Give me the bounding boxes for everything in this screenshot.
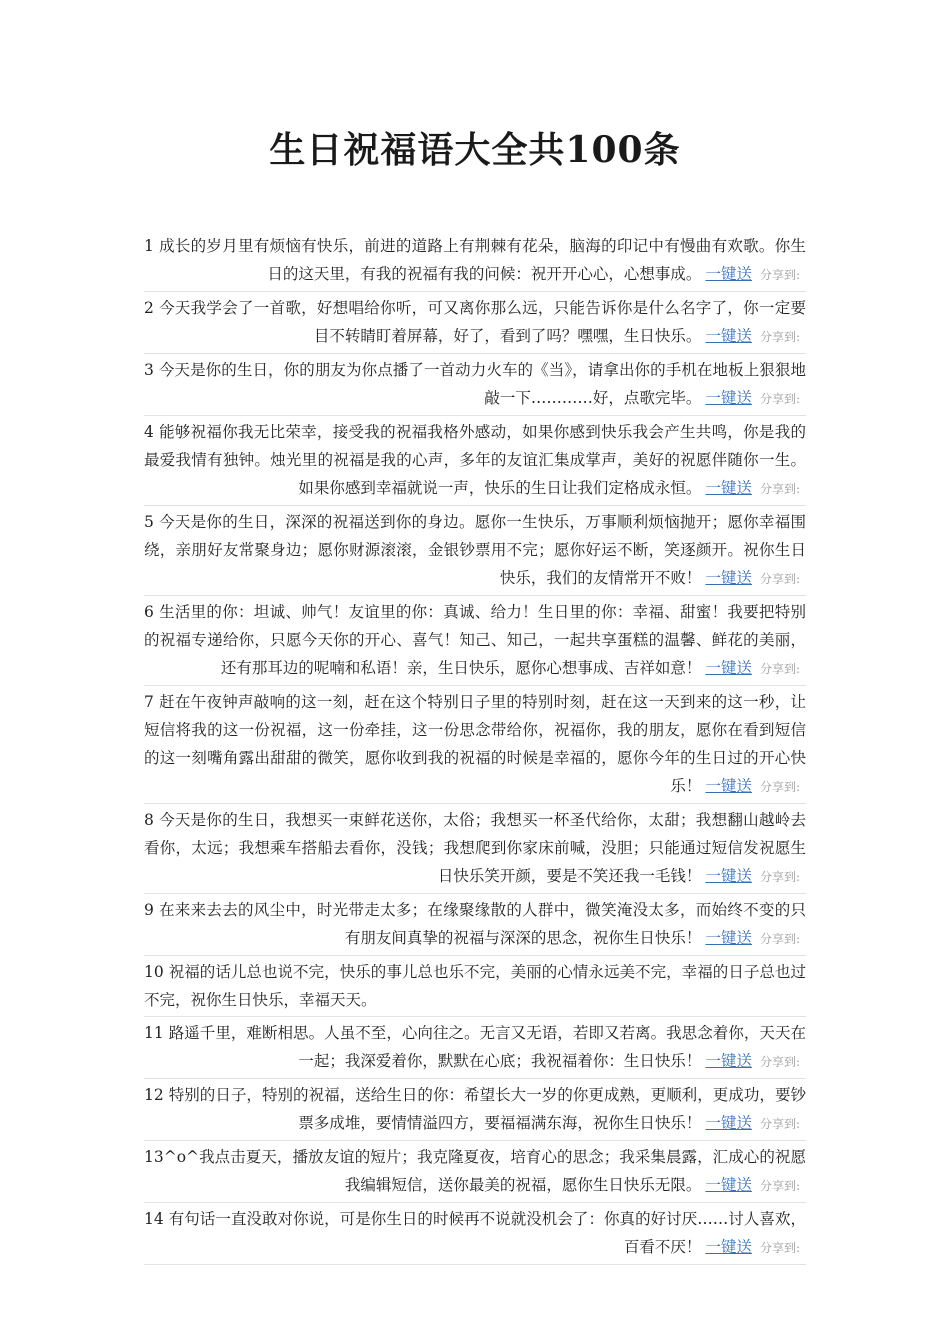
one-click-send-link[interactable]: 一键送 [705,659,752,677]
blessing-text: 7 赶在午夜钟声敲响的这一刻，赶在这个特别日子里的特别时刻，赶在这一天到来的这一秒，让短信将我的这一份祝福，这一份牵挂，这一份思念带给你，祝福你，我的朋友，愿你在看到短信的这一刻嘴角露出甜甜的微笑，愿你收到我的祝福的时候是幸福的，愿你今年的生日过的开心快乐！ [144,693,806,795]
blessing-text: 12 特别的日子，特别的祝福，送给生日的你：希望长大一岁的你更成熟，更顺利，更成功，要钞票多成堆，要情情溢四方，要福福满东海，祝你生日快乐！ [144,1086,806,1132]
blessing-text: 9 在来来去去的风尘中，时光带走太多；在缘聚缘散的人群中，微笑淹没太多，而始终不变的只有朋友间真挚的祝福与深深的思念，祝你生日快乐！ [144,901,806,947]
share-to-label: 分享到: [759,1241,800,1255]
blessing-entry [144,688,806,804]
share-to-label: 分享到: [759,1117,800,1131]
blessing-text: 5 今天是你的生日，深深的祝福送到你的身边。愿你一生快乐，万事顺利烦恼抛开；愿你幸福围绕，亲朋好友常聚身边；愿你财源滚滚，金银钞票用不完；愿你好运不断，笑逐颜开。祝你生日快乐，我们的友情常开不败！ [144,513,806,587]
share-to-label: 分享到: [759,1055,800,1069]
blessing-text: 10 祝福的话儿总也说不完，快乐的事儿总也乐不完，美丽的心情永远美不完，幸福的日子总也过不完，祝你生日快乐，幸福天天。 [144,963,806,1009]
blessing-entry [144,294,806,354]
one-click-send-link[interactable]: 一键送 [705,479,752,497]
one-click-send-link[interactable]: 一键送 [705,389,752,407]
blessing-entry [144,508,806,596]
share-to-label: 分享到: [759,482,800,496]
blessing-text: 13^o^我点击夏天，播放友谊的短片；我克隆夏夜，培育心的思念；我采集晨露，汇成心的祝愿我编辑短信，送你最美的祝福，愿你生日快乐无限。 [144,1148,806,1194]
one-click-send-link[interactable]: 一键送 [705,569,752,587]
blessing-entry [144,896,806,956]
one-click-send-link[interactable]: 一键送 [705,1114,752,1132]
one-click-send-link[interactable]: 一键送 [705,1176,752,1194]
blessing-list [144,232,806,1267]
share-to-label: 分享到: [759,1179,800,1193]
blessing-text: 3 今天是你的生日，你的朋友为你点播了一首动力火车的《当》，请拿出你的手机在地板上狠狠地敲一下…………好，点歌完毕。 [144,361,806,407]
blessing-text: 8 今天是你的生日，我想买一束鲜花送你，太俗；我想买一杯圣代给你，太甜；我想翻山越岭去看你，太远；我想乘车搭船去看你，没钱；我想爬到你家床前喊，没胆；只能通过短信发祝愿生日快乐笑开颜，要是不笑还我一毛钱！ [144,811,806,885]
share-to-label: 分享到: [759,268,800,282]
one-click-send-link[interactable]: 一键送 [705,265,752,283]
one-click-send-link[interactable]: 一键送 [705,867,752,885]
share-to-label: 分享到: [759,870,800,884]
one-click-send-link[interactable]: 一键送 [705,777,752,795]
share-to-label: 分享到: [759,662,800,676]
share-to-label: 分享到: [759,392,800,406]
blessing-text: 6 生活里的你：坦诚、帅气！友谊里的你：真诚、给力！生日里的你：幸福、甜蜜！我要把特别的祝福专递给你，只愿今天你的开心、喜气！知己、知己，一起共享蛋糕的温馨、鲜花的美丽，还有那耳边的呢喃和私语！亲，生日快乐，愿你心想事成、吉祥如意！ [144,603,806,677]
one-click-send-link[interactable]: 一键送 [705,1238,752,1256]
blessing-entry [144,232,806,292]
blessing-text: 2 今天我学会了一首歌，好想唱给你听，可又离你那么远，只能告诉你是什么名字了，你一定要目不转睛盯着屏幕，好了，看到了吗？嘿嘿，生日快乐。 [144,299,806,345]
blessing-entry [144,1143,806,1203]
page-title: 生日祝福语大全共100条 [269,129,681,171]
blessing-entry [144,1019,806,1079]
blessing-text: 4 能够祝福你我无比荣幸，接受我的祝福我格外感动，如果你感到快乐我会产生共鸣，你是我的最爱我情有独钟。烛光里的祝福是我的心声，多年的友谊汇集成掌声，美好的祝愿伴随你一生。如果你感到幸福就说一声，快乐的生日让我们定格成永恒。 [144,423,806,497]
blessing-entry [144,598,806,686]
one-click-send-link[interactable]: 一键送 [705,1052,752,1070]
blessing-entry [144,1205,806,1265]
blessing-entry [144,418,806,506]
one-click-send-link[interactable]: 一键送 [705,327,752,345]
share-to-label: 分享到: [759,780,800,794]
blessing-entry [144,356,806,416]
blessing-entry [144,806,806,894]
one-click-send-link[interactable]: 一键送 [705,929,752,947]
blessing-text: 1 成长的岁月里有烦恼有快乐，前进的道路上有荆棘有花朵，脑海的印记中有慢曲有欢歌。你生日的这天里，有我的祝福有我的问候：祝开开心心，心想事成。 [144,237,806,283]
share-to-label: 分享到: [759,572,800,586]
blessing-text: 14 有句话一直没敢对你说，可是你生日的时候再不说就没机会了：你真的好讨厌……讨人喜欢，百看不厌！ [144,1210,806,1256]
blessing-text: 11 路遥千里，难断相思。人虽不至，心向往之。无言又无语，若即又若离。我思念着你，天天在一起；我深爱着你，默默在心底；我祝福着你：生日快乐！ [144,1024,806,1070]
share-to-label: 分享到: [759,330,800,344]
blessing-entry [144,1081,806,1141]
blessing-entry [144,958,806,1017]
share-to-label: 分享到: [759,932,800,946]
